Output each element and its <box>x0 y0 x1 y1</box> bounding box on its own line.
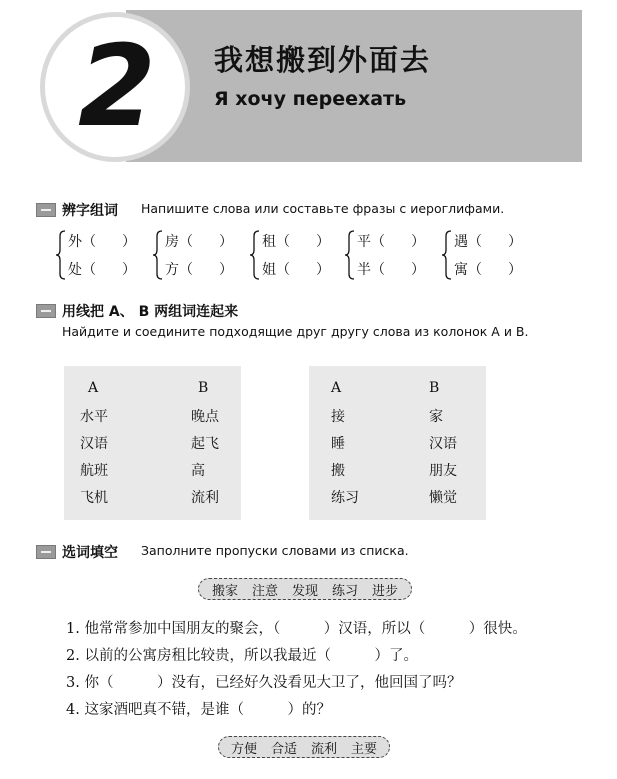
match-table-1 <box>64 366 241 520</box>
close-paren: ） <box>316 234 330 250</box>
char-row[interactable] <box>68 259 136 279</box>
column-b-header: B <box>198 380 209 396</box>
char-row[interactable] <box>68 231 136 251</box>
char-row[interactable] <box>262 259 330 279</box>
char-prompt: 方（ <box>165 262 193 278</box>
match-word-a[interactable]: 汉语 <box>80 436 108 452</box>
close-paren: ） <box>219 234 233 250</box>
match-word-b[interactable]: 家 <box>429 409 443 425</box>
char-prompt: 平（ <box>357 234 385 250</box>
match-word-b[interactable]: 起飞 <box>191 436 219 452</box>
brace-icon <box>442 230 452 280</box>
close-paren: ） <box>411 234 425 250</box>
word-bank-item: 流利 <box>311 741 338 757</box>
fill-sentence-2[interactable]: 2. 以前的公寓房租比较贵，所以我最近（ ）了。 <box>66 648 418 664</box>
char-row[interactable] <box>454 259 522 279</box>
column-a-header: A <box>331 380 342 396</box>
char-row[interactable] <box>454 231 522 251</box>
match-word-b[interactable]: 流利 <box>191 490 219 506</box>
word-bank-item: 发现 <box>291 583 318 599</box>
section-2-marker-icon <box>36 304 56 318</box>
match-word-b[interactable]: 高 <box>191 463 205 479</box>
word-bank-item: 方便 <box>230 741 257 757</box>
match-word-a[interactable]: 航班 <box>80 463 108 479</box>
char-prompt: 处（ <box>68 262 96 278</box>
match-word-b[interactable]: 懒觉 <box>429 490 457 506</box>
close-paren: ） <box>122 234 136 250</box>
close-paren: ） <box>411 262 425 278</box>
fill-sentence-3[interactable]: 3. 你（ ）没有，已经好久没看见大卫了，他回国了吗？ <box>66 675 462 691</box>
brace-icon <box>153 230 163 280</box>
section-1-marker-icon <box>36 203 56 217</box>
column-a-header: A <box>88 380 99 396</box>
char-prompt: 寓（ <box>454 262 482 278</box>
close-paren: ） <box>508 234 522 250</box>
char-group-1 <box>56 230 148 280</box>
lesson-header-bar <box>126 10 582 162</box>
word-bank-2 <box>218 736 390 758</box>
char-group-2 <box>153 230 245 280</box>
close-paren: ） <box>219 262 233 278</box>
section-3-marker-icon <box>36 545 56 559</box>
section-2-instructions: Найдите и соедините подходящие друг другу слова из колонок A и B. <box>62 324 529 339</box>
column-b-header: B <box>429 380 440 396</box>
char-row[interactable] <box>262 231 330 251</box>
char-row[interactable] <box>165 231 233 251</box>
char-group-5 <box>442 230 534 280</box>
section-3-title: 选词填空 <box>62 545 118 561</box>
lesson-number: 2 <box>78 22 152 152</box>
word-bank-1 <box>198 578 412 600</box>
char-prompt: 外（ <box>68 234 96 250</box>
char-row[interactable] <box>165 259 233 279</box>
match-table-2 <box>309 366 486 520</box>
lesson-title-chinese: 我想搬到外面去 <box>214 43 432 77</box>
match-word-a[interactable]: 睡 <box>331 436 345 452</box>
char-prompt: 遇（ <box>454 234 482 250</box>
brace-icon <box>250 230 260 280</box>
match-word-a[interactable]: 水平 <box>80 409 108 425</box>
section-2-title: 用线把 A、 B 两组词连起来 <box>62 304 239 320</box>
fill-sentence-4[interactable]: 4. 这家酒吧真不错，是谁（ ）的？ <box>66 702 331 718</box>
match-word-a[interactable]: 练习 <box>331 490 359 506</box>
brace-icon <box>56 230 66 280</box>
section-3-instructions: Заполните пропуски словами из списка. <box>141 543 409 558</box>
brace-icon <box>345 230 355 280</box>
word-bank-item: 合适 <box>270 741 297 757</box>
match-word-b[interactable]: 汉语 <box>429 436 457 452</box>
match-word-a[interactable]: 搬 <box>331 463 345 479</box>
char-prompt: 租（ <box>262 234 290 250</box>
char-group-4 <box>345 230 437 280</box>
section-1-title: 辨字组词 <box>62 203 118 219</box>
char-row[interactable] <box>357 259 425 279</box>
close-paren: ） <box>122 262 136 278</box>
match-word-b[interactable]: 晚点 <box>191 409 219 425</box>
section-1-instructions: Напишите слова или составьте фразы с иероглифами. <box>141 201 505 216</box>
match-word-b[interactable]: 朋友 <box>429 463 457 479</box>
char-prompt: 姐（ <box>262 262 290 278</box>
char-prompt: 房（ <box>165 234 193 250</box>
word-bank-item: 进步 <box>372 583 399 599</box>
close-paren: ） <box>316 262 330 278</box>
word-bank-item: 注意 <box>251 583 278 599</box>
fill-sentence-1[interactable]: 1. 他常常参加中国朋友的聚会，（ ）汉语，所以（ ）很快。 <box>66 621 527 637</box>
close-paren: ） <box>508 262 522 278</box>
lesson-title-russian: Я хочу переехать <box>214 88 407 110</box>
char-row[interactable] <box>357 231 425 251</box>
word-bank-item: 主要 <box>351 741 378 757</box>
match-word-a[interactable]: 飞机 <box>80 490 108 506</box>
word-bank-item: 搬家 <box>211 583 238 599</box>
match-word-a[interactable]: 接 <box>331 409 345 425</box>
char-prompt: 半（ <box>357 262 385 278</box>
char-group-3 <box>250 230 342 280</box>
word-bank-item: 练习 <box>332 583 359 599</box>
